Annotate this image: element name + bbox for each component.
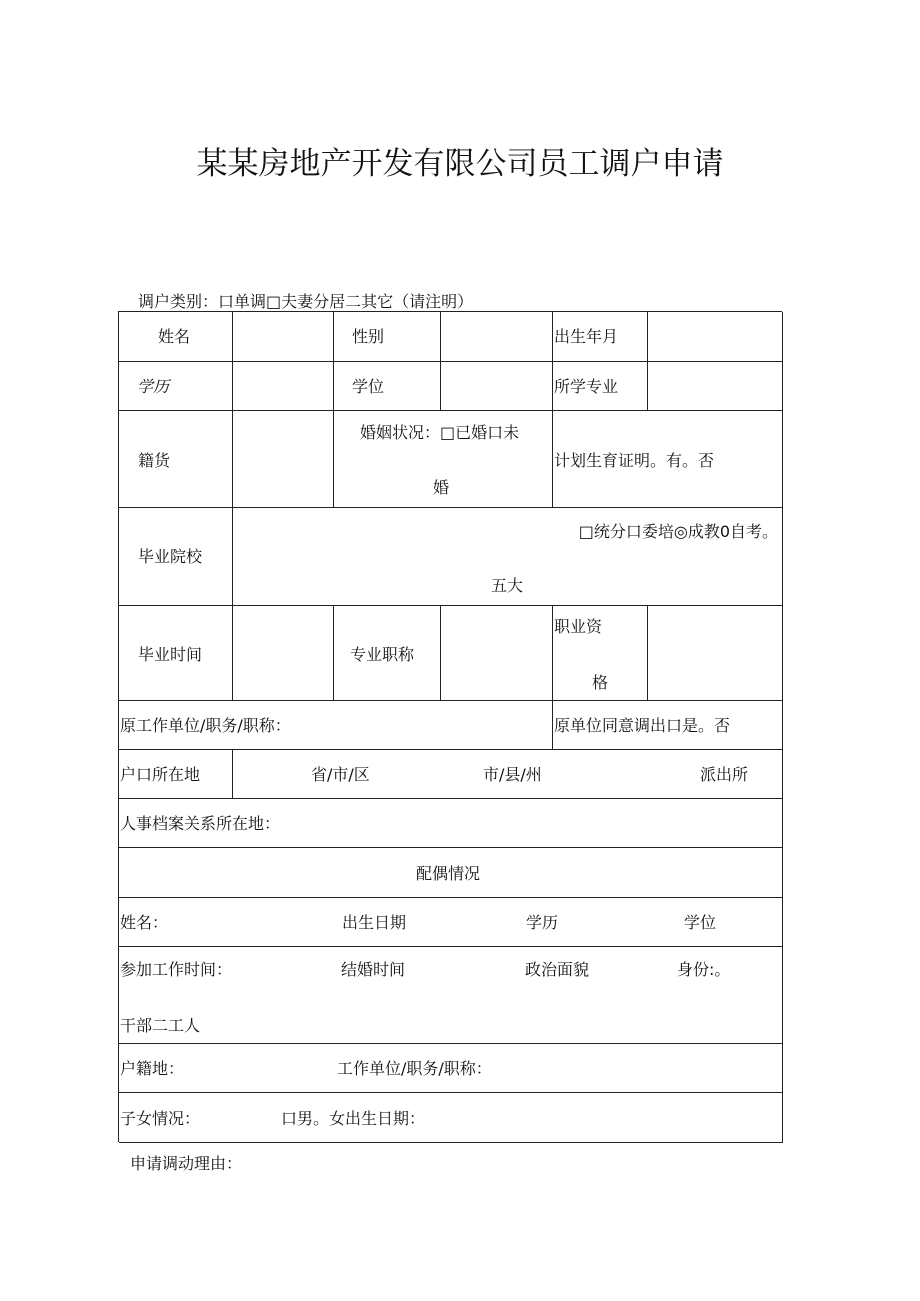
family-planning-cell: [553, 411, 783, 508]
hukou-label: 户口所在地: [120, 765, 201, 784]
spouse-work-start-label: 参加工作时间：: [120, 960, 233, 979]
spouse-basic-row: [119, 898, 783, 947]
prev-unit-consent-label: 原单位同意调出口是。否: [554, 716, 731, 735]
spouse-identity-label: 身份:。: [677, 960, 731, 979]
qualification-label-cell: [553, 606, 648, 701]
gender-value-cell[interactable]: [441, 312, 553, 362]
degree-label-cell: [334, 362, 441, 411]
name-value-cell[interactable]: [233, 312, 334, 362]
native-value-cell[interactable]: [233, 411, 334, 508]
grad-time-value-cell[interactable]: [233, 606, 334, 701]
education-value-cell[interactable]: [233, 362, 334, 411]
page-title: 某某房地产开发有限公司员工调户申请: [196, 146, 724, 182]
name-label: 姓名: [158, 327, 191, 346]
spouse-identity-options: 干部二工人: [120, 1016, 201, 1035]
qualification-value-cell[interactable]: [648, 606, 783, 701]
prev-unit-cell: [119, 701, 553, 750]
transfer-reason-label: 申请调动理由：: [130, 1154, 243, 1173]
archive-label: 人事档案关系所在地：: [120, 814, 281, 833]
grad-time-label: 毕业时间: [138, 645, 203, 664]
degree-label: 学位: [352, 377, 385, 396]
prev-unit-label: 原工作单位/职务/职称：: [120, 716, 291, 735]
children-label: 子女情况：: [120, 1109, 201, 1128]
spouse-section-title: 配偶情况: [416, 864, 481, 883]
archive-cell: [119, 799, 783, 848]
major-label-cell: [553, 362, 648, 411]
spouse-name-label: 姓名：: [120, 913, 169, 932]
school-options-line2: 五大: [491, 576, 524, 595]
spouse-birth-label: 出生日期: [342, 913, 407, 932]
education-label-cell: [119, 362, 233, 411]
marital-status-cell: [334, 411, 553, 508]
degree-value-cell[interactable]: [441, 362, 553, 411]
school-options-cell: [233, 508, 783, 606]
spouse-degree-label: 学位: [684, 913, 717, 932]
spouse-education-label: 学历: [526, 913, 559, 932]
grad-time-label-cell: [119, 606, 233, 701]
gender-label: 性别: [352, 327, 385, 346]
hukou-city-label: 市/县/州: [483, 765, 542, 784]
spouse-domicile-label: 户籍地：: [120, 1059, 185, 1078]
spouse-unit-label: 工作单位/职务/职称：: [337, 1059, 492, 1078]
native-label: 籍货: [138, 451, 171, 470]
family-planning-label: 计划生育证明。有。否: [554, 451, 715, 470]
name-label-cell: [119, 312, 233, 362]
qualification-label-line2: 格: [592, 673, 609, 692]
hukou-police-label: 派出所: [700, 765, 749, 784]
professional-title-label: 专业职称: [350, 645, 415, 664]
marital-status-line2: 婚: [433, 478, 450, 497]
spouse-political-label: 政治面貌: [525, 960, 590, 979]
school-label-cell: [119, 508, 233, 606]
hukou-label-cell: [119, 750, 233, 799]
major-label: 所学专业: [554, 377, 619, 396]
marital-status-line1: 婚姻状况：□已婚口未: [360, 423, 520, 442]
qualification-label-line1: 职业资: [554, 617, 603, 636]
application-form-table: [118, 311, 782, 1142]
spouse-marriage-label: 结婚时间: [341, 960, 406, 979]
children-detail: 口男。女出生日期：: [281, 1109, 426, 1128]
birth-label-cell: [553, 312, 648, 362]
school-options-line1: □统分口委培◎成教0自考。: [578, 522, 778, 541]
spouse-work-row: [119, 947, 783, 1044]
hukou-value-cell[interactable]: [233, 750, 783, 799]
gender-label-cell: [334, 312, 441, 362]
birth-value-cell[interactable]: [648, 312, 783, 362]
children-row: [119, 1093, 783, 1143]
spouse-section-header: [119, 848, 783, 898]
prev-unit-consent-cell: [553, 701, 783, 750]
major-value-cell[interactable]: [648, 362, 783, 411]
transfer-category-line: 调户类别：口单调□夫妻分居二其它（请注明）: [138, 292, 474, 311]
hukou-province-label: 省/市/区: [311, 765, 370, 784]
education-label: 学历: [137, 377, 170, 396]
birth-label: 出生年月: [554, 327, 619, 346]
professional-title-label-cell: [334, 606, 441, 701]
professional-title-value-cell[interactable]: [441, 606, 553, 701]
spouse-domicile-row: [119, 1044, 783, 1093]
school-label: 毕业院校: [138, 547, 203, 566]
native-label-cell: [119, 411, 233, 508]
